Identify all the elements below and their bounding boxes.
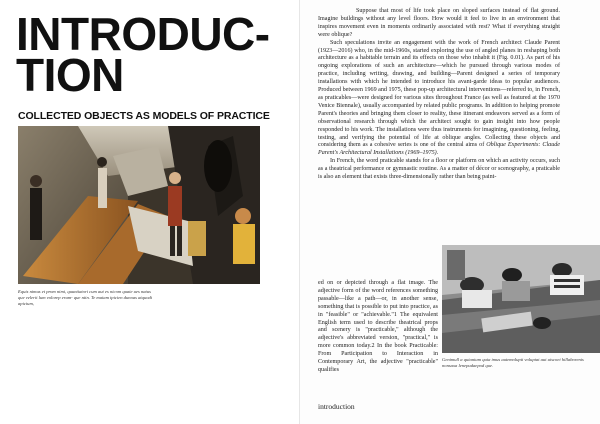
paragraph-2-text: Such speculations invite an engagement with the work of French architect Claude Parent (1923—2016) who, in the mid-1960s, started exploring the use of angled planes in reshaping both architecture as a habitable terrain and its effects on those who inhabit it (Fig. 0.01). As part of his ongoing explorations of such an architecture—which he pursued through various modes of practice, including writing, drawing, and building—Parent designed a series of temporary installations with which he intended to introduce his avant-garde ideas to popular audiences. Produced between 1969 and 1975, these pop-up architectural interventions—referred to, in French, as praticables—were designed for various sites throughout France (as well as featured at the 1970 Venice Biennale), usually accompanied by related public programs. In addition to helping promote Parent's theories and bringing them closer to reality, these itinerant endeavors served as a form of observational research through which the architect sought to gain insight into how people responded to his work. The installations were thus instruments for imagining, questioning, feeling, testing, and verifying the potential of life at oblique angles. Collecting these objects and considering them as a cohesive series is one of the central aims of xyxy=(318,39,560,149)
book-title-italic: Oblique Experiments: Claude Parent's Architectural Installations (1969–1975). xyxy=(318,142,560,157)
paragraph-3: In French, the word praticable stands for a floor or platform on which an activity occurs, such as a theatrical performance or gymnastic routine. As a matter of décor or scenography, a praticable is also an element that exists three-dimensionally rather than being paint- xyxy=(318,158,560,181)
photo-studio-icon xyxy=(18,126,260,284)
chapter-subtitle: COLLECTED OBJECTS AS MODELS OF PRACTICE xyxy=(18,110,270,122)
chapter-title-line-1: INTRODUC- xyxy=(16,8,270,60)
paragraph-1: Suppose that most of life took place on sloped surfaces instead of flat ground. Imagine buildings without any level floors. How would it feel to live in an environment that inspires movement even in moments ordinarily associated with rest? What if everything straight were oblique? xyxy=(318,8,560,38)
body-text-column xyxy=(318,280,438,375)
lounging-photo xyxy=(442,245,600,353)
studio-photo-caption: Equis nimus et prom nimi, quuntiatori cum aut es nicom quate ues natus que velerit lum volorep erum- que ntin. Te maiam ipicien dunoas atquodi apicium, xyxy=(18,289,153,306)
running-footer: introduction xyxy=(318,402,355,411)
chapter-title xyxy=(16,8,296,101)
photo-lounging-icon xyxy=(442,245,600,353)
chapter-title-line-2: TION xyxy=(16,49,124,101)
body-text-upper xyxy=(318,8,560,182)
paragraph-3-cont: ed on or depicted through a flat image. The adjective form of the word references something passable—like a path—or, in another sense, something that is possible to put into practice, as in "feasible" or "achievable."1 The equivalent English term used to describe theatrical props and scenery is "practicable," although the adjective's abbreviated version, "practical," is more common today.2 In the book Practicable: From Participation to Interaction in Contemporary Art, the adjective "practicable" qualifies xyxy=(318,280,438,373)
paragraph-2 xyxy=(318,40,560,159)
lounging-photo-caption: Genimull a quiantum quia imus autemolupti voluptat aut uiscoei hillaborenis nonsaxa lenepudaepod que. xyxy=(442,357,584,368)
studio-photo xyxy=(18,126,260,284)
